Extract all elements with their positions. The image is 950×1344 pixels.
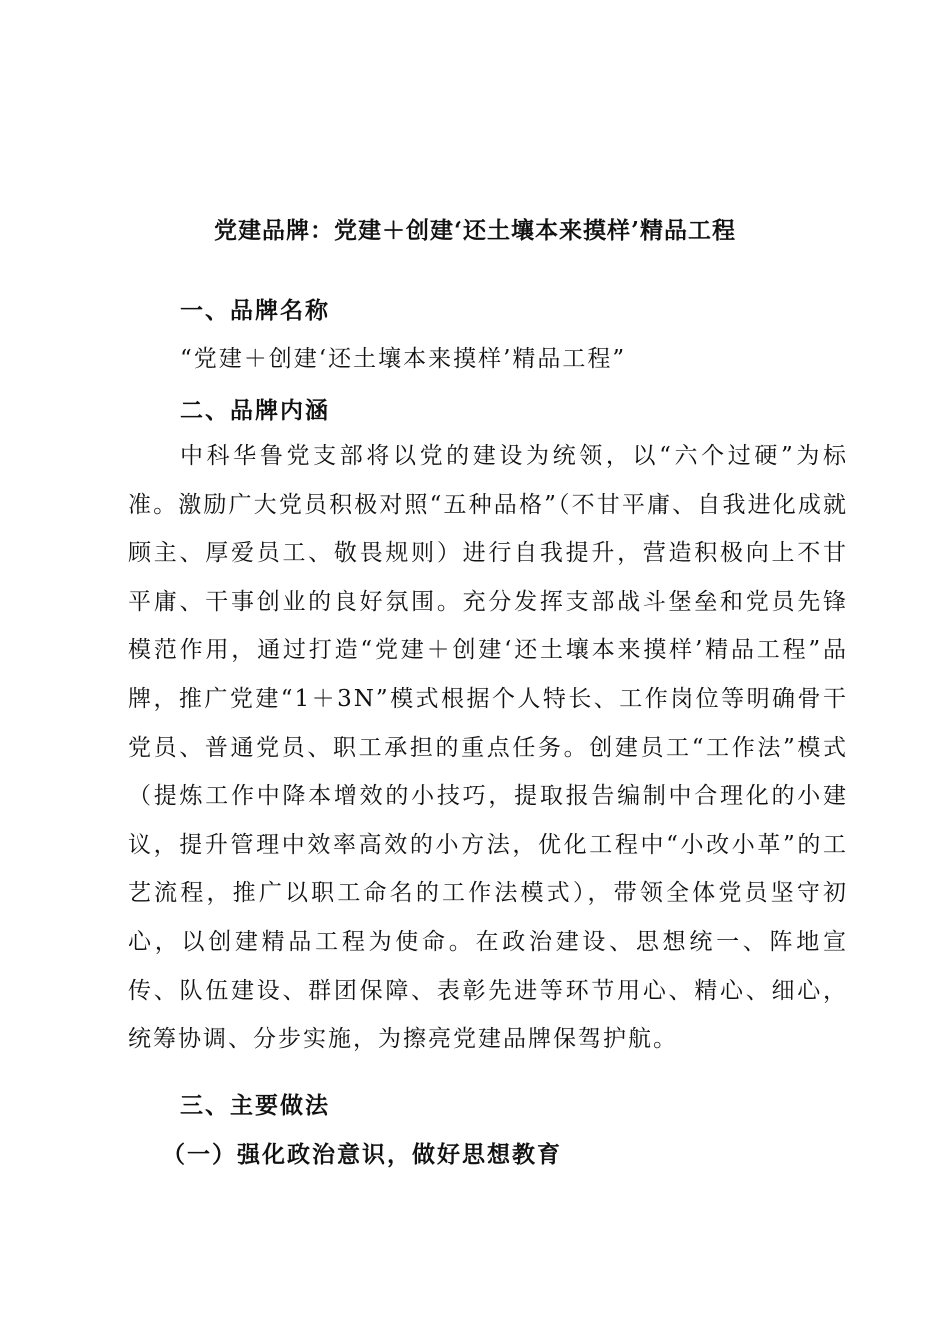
subsection-heading-political-awareness: （一）强化政治意识，做好思想教育 (162, 1141, 562, 1168)
section-heading-brand-name: 一、品牌名称 (180, 297, 330, 324)
brand-name-text: “党建＋创建‘还土壤本来摸样’精品工程” (180, 346, 627, 372)
section-heading-main-practices: 三、主要做法 (180, 1092, 330, 1119)
section-heading-brand-connotation: 二、品牌内涵 (180, 397, 330, 424)
brand-connotation-paragraph: 中科华鲁党支部将以党的建设为统领，以“六个过硬”为标准。激励广大党员积极对照“五种品格”（不甘平庸、自我进化成就顾主、厚爱员工、敬畏规则）进行自我提升，营造积极向上不甘平庸、干事创业的良好氛围。充分发挥支部战斗堡垒和党员先锋模范作用，通过打造“党建＋创建‘还土壤本来摸样’精品工程”品牌，推广党建“1＋3N”模式根据个人特长、工作岗位等明确骨干党员、普通党员、职工承担的重点任务。创建员工“工作法”模式（提炼工作中降本增效的小技巧，提取报告编制中合理化的小建议，提升管理中效率高效的小方法，优化工程中“小改小革”的工艺流程，推广以职工命名的工作法模式），带领全体党员坚守初心，以创建精品工程为使命。在政治建设、思想统一、阵地宣传、队伍建设、群团保障、表彰先进等环节用心、精心、细心，统筹协调、分步实施，为擦亮党建品牌保驾护航。 (128, 443, 848, 1053)
document-title: 党建品牌：党建＋创建‘还土壤本来摸样’精品工程 (213, 217, 736, 244)
